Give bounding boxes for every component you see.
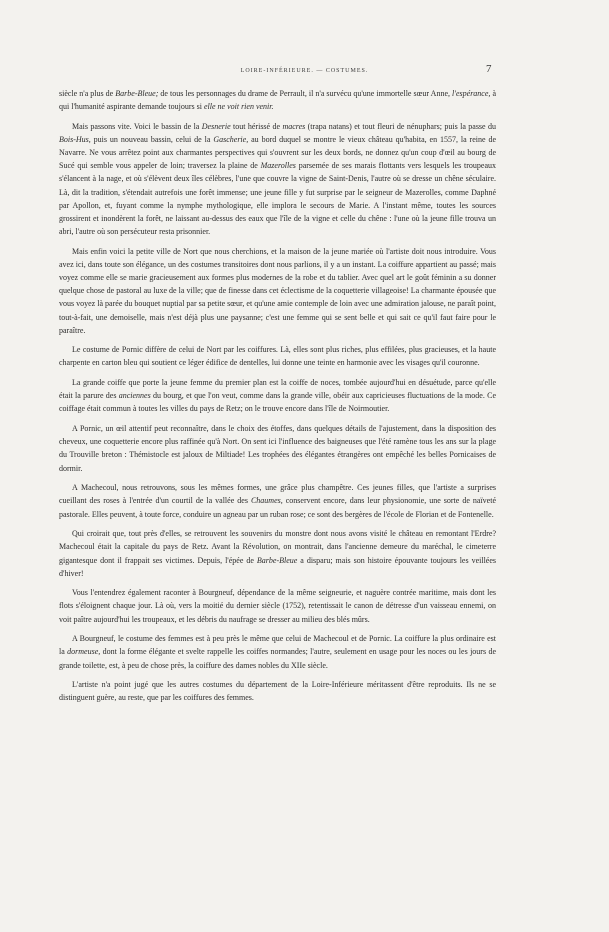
paragraph: Qui croirait que, tout près d'elles, se retrouvent les souvenirs du monstre dont nous avons visité le château en remontant l'Erdre? Machecoul était la capitale du pays de Retz. Avant la Révolution, on montrait, dans l'ancienne demeure du maréchal, le cimeterre gigantesque dont il frappait ses victimes. Depuis, l'épée de Barbe-Bleue a disparu; mais son histoire épouvante toujours les veillées d'hiver! — [59, 529, 497, 578]
paragraph: Mais enfin voici la petite ville de Nort que nous cherchions, et la maison de la jeune mariée où l'artiste doit nous introduire. Vous avez ici, dans toute son élégance, un des costumes transitoires dont nous parlions, il y a un instant. La coiffure appartient au passé; mais voyez comme elle se marie gracieusement aux formes plus modernes de la robe et du tablier. Avec quel art le goût féminin a su donner quelque chose de pastoral au luxe de la ville; que de finesse dans cet éclectisme de la coquetterie villageoise! La charmante épousée que vous voyez là parée du bouquet nuptial par sa petite sœur, et qu'une amie contemple de loin avec une admiration jalouse, ne paraît point, tout-à-fait, une demoiselle, mais n'est déjà plus une paysanne; c'est une femme qui se sent belle et qui sait ce qu'il faut faire pour le paraître. — [59, 246, 496, 335]
paragraph: La grande coiffe que porte la jeune femme du premier plan est la coiffe de noces, tombée aujourd'hui en désuétude, parce qu'elle était la parure des anciennes du bourg, et que l'on veut, comme dans la grande ville, obéir aux capricieuses fluctuations de la mode. Ce coiffage était commun à toutes les villes du pays de Retz; on le trouve encore dans l'île de Noirmoutier. — [59, 378, 496, 414]
paragraph: siècle n'a plus de Barbe-Bleue; de tous les personnages du drame de Perrault, il n'a survécu qu'une immortelle sœur Anne, l'espérance, à qui l'humanité aspirante demande toujours si elle ne voit rien venir. — [59, 89, 497, 112]
paragraph: L'artiste n'a point jugé que les autres costumes du département de la Loire-Inférieure méritassent d'être reproduits. Ils ne se distinguent guère, au reste, que par les coiffures des femmes. — [59, 680, 496, 703]
paragraph: Mais passons vite. Voici le bassin de la Desnerie tout hérissé de macres (trapa natans) et tout fleuri de nénuphars; puis la passe du Bois-Hus, puis un nouveau bassin, celui de la Gascherie, au bord duquel se montre le vieux château qu'habita, en 1557, la reine de Navarre. Ne vous arrêtez point aux charmantes perspectives qui s'ouvrent sur les deux bords, ne donnez qu'un coup d'œil au bourg de Sucé qui semble vous appeler de loin; traversez la plaine de Mazerolles parsemée de ses marais flottants vers lesquels les troupeaux s'élancent à la nage, et où s'élèvent deux îles célèbres, l'une que couvre la vigne de Saint-Denis, l'autre où se dresse un chêne séculaire. Là, dit la tradition, s'étendait autrefois une forêt immense; une jeune fille y fut surprise par le seigneur de Mazerolles, comme Daphné par Apollon, et, fuyant comme la nymphe mythologique, elle implora le secours de Marie. A l'instant même, toutes les sources grossirent et inondèrent la forêt, ne laissant au-dessus des eaux que l'île de la vigne et celle du chêne : l'une où la jeune fille trouva un abri, l'autre où son persécuteur resta prisonnier. — [59, 121, 497, 237]
body-text — [59, 87, 496, 711]
page-number: 7 — [486, 63, 492, 75]
running-head: LOIRE-INFÉRIEURE. — COSTUMES. — [240, 68, 369, 74]
paragraph: A Pornic, un œil attentif peut reconnaître, dans le choix des étoffes, dans quelques détails de l'ajustement, dans la disposition des cheveux, une coquetterie encore plus raffinée qu'à Nort. On sent ici l'influence des baigneuses que l'été ramène tous les ans sur la plage du Trouville breton : Thémistocle est jaloux de Miltiade! Les trophées des élégantes étrangères ont empêché les belles Pornicaises de dormir. — [59, 424, 496, 473]
paragraph: A Bourgneuf, le costume des femmes est à peu près le même que celui de Machecoul et de Pornic. La coiffure la plus ordinaire est la dormeuse, dont la forme élégante et svelte rappelle les coiffes normandes; l'autre, seulement en usage pour les noces ou les jours de grande toilette, est, à peu de chose près, la coiffure des dames nobles du XIIe siècle. — [59, 634, 496, 670]
paragraph: Le costume de Pornic diffère de celui de Nort par les coiffures. Là, elles sont plus riches, plus effilées, plus gracieuses, et la haute charpente en carton bleu qui soutient ce léger édifice de dentelles, lui donne une teinte en harmonie avec les visages qu'il couronne. — [59, 345, 496, 368]
paragraph: A Machecoul, nous retrouvons, sous les mêmes formes, une grâce plus champêtre. Ces jeunes filles, que l'artiste a surprises cueillant des roses à l'entrée d'un courtil de la vallée des Chaumes, conservent encore, dans leur physionomie, une sorte de naïveté pastorale. Elles peuvent, à toute force, conduire un agneau par un ruban rose; ce sont des bergères de l'école de Florian et de Fontenelle. — [59, 483, 496, 519]
paragraph: Vous l'entendrez également raconter à Bourgneuf, dépendance de la même seigneurie, et naguère contrée maritime, mais dont les flots s'éloignent chaque jour. Là où, vers la moitié du dernier siècle (1752), retentissait le canon de détresse d'un vaisseau ennemi, on voit paître aujourd'hui les troupeaux, et les débris du naufrage se dresser au milieu des blés mûrs. — [59, 588, 496, 624]
